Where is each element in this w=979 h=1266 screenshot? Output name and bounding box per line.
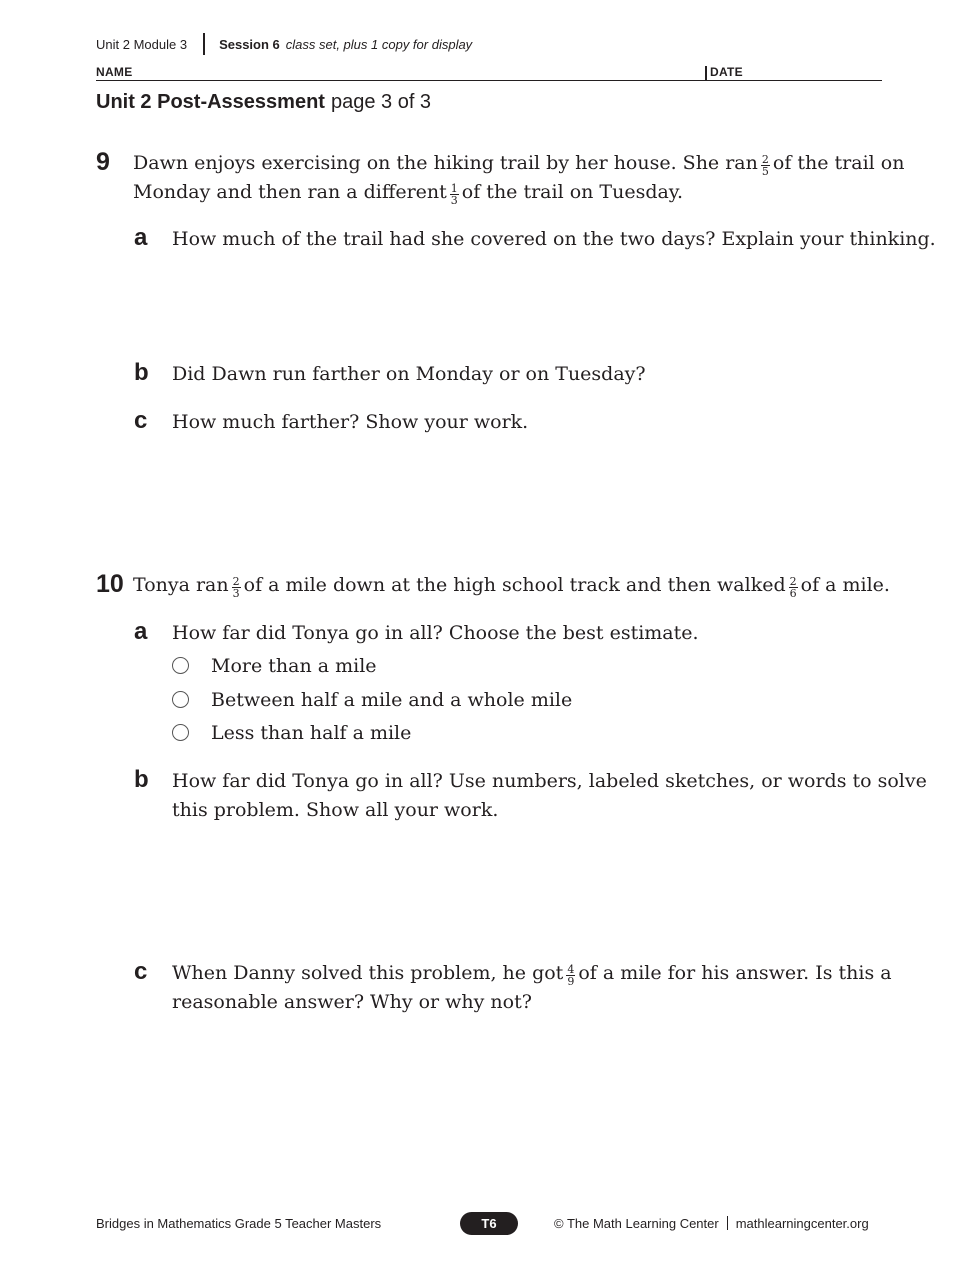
fraction-2-5	[761, 154, 770, 177]
q9-text-1a: Dawn enjoys exercising on the hiking trail by her house. She ran	[133, 152, 758, 174]
unit-module: Unit 2 Module 3	[96, 37, 188, 52]
fraction-numerator: 2	[789, 575, 797, 589]
header-divider	[203, 33, 205, 55]
date-label: DATE	[710, 65, 743, 79]
q10-text-b: of a mile down at the high school track and then walked	[243, 574, 786, 596]
header-meta	[96, 33, 472, 55]
fraction-2-6	[789, 576, 798, 599]
fraction-numerator: 2	[232, 575, 240, 589]
name-date-line	[96, 80, 882, 81]
q9-part-a-letter: a	[134, 224, 148, 251]
footer-copyright: © The Math Learning Center	[554, 1216, 719, 1231]
q9-text-2a: Monday and then ran a different	[133, 181, 447, 203]
footer-website: mathlearningcenter.org	[735, 1216, 869, 1231]
q10-text-c: of a mile.	[800, 574, 890, 596]
fraction-denominator: 9	[567, 975, 575, 989]
q9-text-1b: of the trail on	[772, 152, 905, 174]
q10-part-c-line-1	[172, 959, 892, 988]
q10-part-c-letter: c	[134, 958, 148, 985]
footer-publication: Bridges in Mathematics Grade 5 Teacher Masters	[96, 1216, 382, 1231]
fraction-numerator: 4	[567, 963, 575, 977]
fraction-denominator: 3	[232, 587, 240, 601]
page-code-badge: T6	[460, 1212, 518, 1235]
fraction-denominator: 5	[761, 165, 769, 179]
page-title	[96, 91, 431, 114]
assessment-title: Unit 2 Post-Assessment	[96, 91, 325, 113]
question-9-stem	[133, 149, 904, 207]
q9-part-b-text: Did Dawn run farther on Monday or on Tuesday?	[172, 363, 646, 385]
fraction-2-3	[232, 576, 241, 599]
option-label: Less than half a mile	[211, 722, 412, 744]
radio-button[interactable]	[172, 724, 189, 741]
radio-button[interactable]	[172, 657, 189, 674]
q10-part-c-line-2: reasonable answer? Why or why not?	[172, 991, 532, 1013]
question-10-number: 10	[96, 570, 124, 598]
fraction-numerator: 2	[761, 153, 769, 167]
page-info: page 3 of 3	[330, 91, 432, 113]
q10-c-text-a: When Danny solved this problem, he got	[172, 962, 564, 984]
session-label: Session 6	[219, 37, 280, 52]
q10-c-text-b: of a mile for his answer. Is this a	[578, 962, 892, 984]
question-9-number: 9	[96, 148, 110, 176]
radio-button[interactable]	[172, 691, 189, 708]
fraction-4-9	[566, 964, 575, 987]
date-divider	[705, 66, 707, 81]
q10-part-b-letter: b	[134, 766, 149, 793]
q9-text-2b: of the trail on Tuesday.	[461, 181, 684, 203]
option-less-than-half-a-mile[interactable]	[172, 722, 411, 744]
option-label: More than a mile	[211, 655, 377, 677]
q10-part-a-text: How far did Tonya go in all? Choose the best estimate.	[172, 622, 699, 644]
question-9-line-2	[133, 178, 904, 207]
fraction-1-3	[450, 183, 459, 206]
q10-part-b-line-2: this problem. Show all your work.	[172, 799, 499, 821]
question-10-stem	[133, 571, 890, 600]
q10-text-a: Tonya ran	[133, 574, 229, 596]
option-label: Between half a mile and a whole mile	[211, 689, 573, 711]
fraction-denominator: 6	[789, 587, 797, 601]
option-between-half-and-whole-mile[interactable]	[172, 689, 572, 711]
q10-part-b-line-1: How far did Tonya go in all? Use numbers, labeled sketches, or words to solve	[172, 770, 927, 792]
fraction-denominator: 3	[450, 194, 458, 208]
option-more-than-a-mile[interactable]	[172, 655, 377, 677]
question-9-line-1	[133, 149, 904, 178]
fraction-numerator: 1	[450, 182, 458, 196]
footer-credits	[554, 1216, 869, 1231]
q9-part-c-letter: c	[134, 407, 148, 434]
name-label: NAME	[96, 65, 133, 79]
footer-divider	[727, 1216, 728, 1230]
q9-part-a-text: How much of the trail had she covered on the two days? Explain your thinking.	[172, 228, 936, 250]
q9-part-c-text: How much farther? Show your work.	[172, 411, 529, 433]
q10-part-a-letter: a	[134, 618, 148, 645]
q10-part-c-text	[172, 959, 892, 1017]
session-note: class set, plus 1 copy for display	[285, 37, 473, 52]
q10-part-b-text	[172, 767, 927, 825]
q9-part-b-letter: b	[134, 359, 149, 386]
